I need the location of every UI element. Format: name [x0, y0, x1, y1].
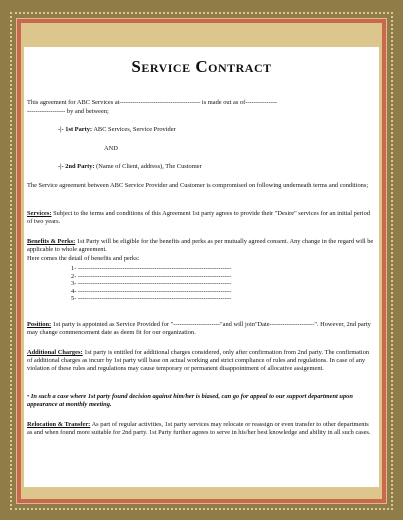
list-item: 4- ------------------------------------------------------------------------ [71, 287, 232, 295]
party-2 [58, 163, 202, 171]
party-2-text: (Name of Client, address), The Customer [96, 163, 202, 170]
charges-text: 1st party is entitled for additional charges considered, only after confirmation from 2nd party. The confirmation of additional charges as incurr by 1st party will base on actual working and strict compliance of rules and regulations. In case of any violation of these rules and regulations may cause temporary or permanent disappointment of allocative assigement. [27, 349, 370, 373]
list-item: 2- ------------------------------------------------------------------------ [71, 272, 232, 280]
bullet-icon: • [27, 393, 30, 400]
benefits-heading: Benefits & Perks: [27, 238, 76, 245]
charges-heading: Additional Charges: [27, 349, 83, 356]
list-item: 5- ------------------------------------------------------------------------ [71, 295, 232, 302]
position-text: 1st party is appointed as Service Provided for "----------------------"and will join"Date---------------------". However, 2nd party may change commencement date as deem fit for our organization. [27, 321, 371, 337]
relocation-heading: Relocation & Transfer: [27, 421, 91, 428]
position-section [27, 321, 375, 337]
intro-line-1: This agreement for ABC Services at-------------------------------------- is made out as of--------------- [27, 99, 278, 106]
document-title: Service Contract [131, 57, 272, 76]
benefits-intro: Here comes the detail of benefits and perks: [27, 255, 140, 262]
party-1-text: ABC Services, Service Provider [93, 126, 176, 133]
benefits-text: 1st Party will be eligible for the benefits and perks as per mutually agreed consent. Any change in the regard will be applicable to whole agreement. [27, 238, 374, 254]
document-page [24, 47, 379, 487]
party-2-label: -|- 2nd Party: [58, 163, 95, 170]
relocation-section [27, 421, 375, 437]
services-text: Subject to the terms and conditions of this Agreement 1st party agrees to provide their "Desire" services for an initial period of two years. [27, 210, 370, 226]
appeal-text: In such a case where 1st party found decision against him/her is biased, can go for appeal to our support department upon appearance at monthly meeting. [27, 393, 353, 409]
list-item: 1- ------------------------------------------------------------------------ [71, 265, 232, 272]
appeal-note [27, 393, 375, 409]
position-heading: Position: [27, 321, 52, 328]
services-heading: Services: [27, 210, 52, 217]
list-item: 3- ------------------------------------------------------------------------ [71, 280, 232, 287]
benefits-section [27, 238, 375, 254]
party-1-label: -|- 1st Party: [58, 126, 93, 133]
benefits-list [71, 265, 231, 303]
charges-section [27, 349, 375, 373]
and-label: AND [104, 145, 118, 152]
party-1 [58, 126, 176, 134]
relocation-text: As part of regular activities, 1st party services may relocate or reassign or even transfer to other departments as and when found more suitable for 2nd party. 1st Party further agrees to serve in his/her best knowledge and ability in all such cases. [27, 421, 371, 437]
preamble: The Service agreement between ABC Service Provider and Customer is compromised on following underneath terms and conditions; [27, 182, 369, 189]
services-section [27, 210, 375, 226]
intro-line-2: ------------------ by and between; [27, 108, 109, 115]
